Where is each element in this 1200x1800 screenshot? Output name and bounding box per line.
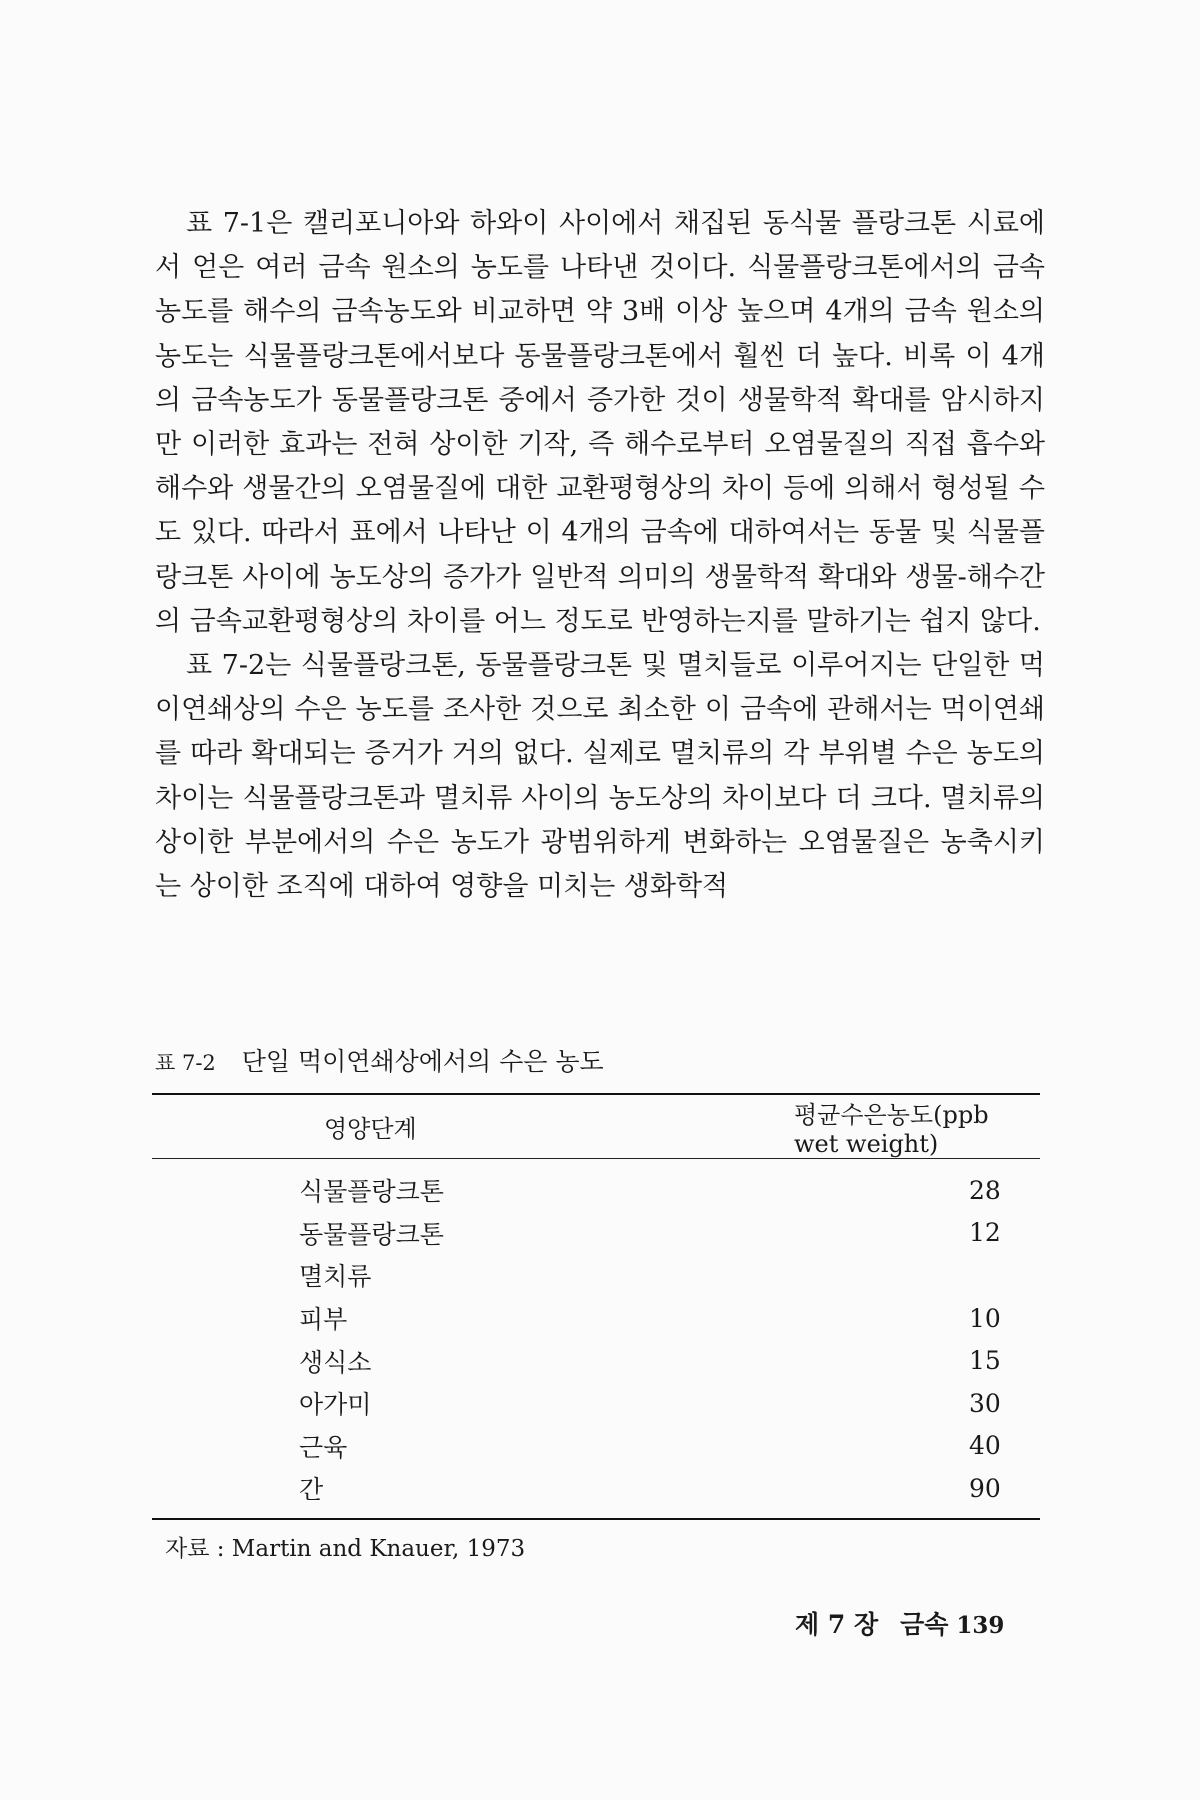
paragraph-2: 표 7-2는 식물플랑크톤, 동물플랑크톤 및 멸치들로 이루어지는 단일한 먹이연쇄상의 수은 농도를 조사한 것으로 최소한 이 금속에 관해서는 먹이연쇄를 따라 확대되는 증거가 거의 없다. 실제로 멸치류의 각 부위별 수은 농도의 차이는 식물플랑크톤과 멸치류 사이의 농도상의 차이보다 더 크다. 멸치류의 상이한 부분에서의 수은 농도가 광범위하게 변화하는 오염물질은 농축시키는 상이한 조직에 대하여 영향을 미치는 생화학적: [155, 650, 1045, 903]
row-value: 28: [969, 1175, 1001, 1205]
row-value: 90: [969, 1473, 1001, 1503]
chapter-number: 제 7 장: [795, 1610, 879, 1639]
header-trophic-level: 영양단계: [324, 1115, 417, 1143]
table-row: [152, 1212, 1040, 1255]
table-body: [152, 1169, 1040, 1510]
table-number: 표 7-2: [155, 1051, 216, 1075]
table-row: [152, 1339, 1040, 1382]
table-header: [152, 1095, 1040, 1158]
table-row: [152, 1467, 1040, 1510]
page-footer: [795, 1605, 1004, 1641]
table-title: 단일 먹이연쇄상에서의 수은 농도: [241, 1047, 604, 1076]
row-label: 간: [299, 1475, 324, 1505]
row-value: 10: [969, 1303, 1001, 1333]
chapter-title: 금속: [900, 1610, 949, 1639]
paragraph-1: 표 7-1은 캘리포니아와 하와이 사이에서 채집된 동식물 플랑크톤 시료에서 얻은 여러 금속 원소의 농도를 나타낸 것이다. 식물플랑크톤에서의 금속농도를 해수의 금속농도와 비교하면 약 3배 이상 높으며 4개의 금속 원소의 농도는 식물플랑크톤에서보다 동물플랑크톤에서 훨씬 더 높다. 비록 이 4개의 금속농도가 동물플랑크톤 중에서 증가한 것이 생물학적 확대를 암시하지만 이러한 효과는 전혀 상이한 기작, 즉 해수로부터 오염물질의 직접 흡수와 해수와 생물간의 오염물질에 대한 교환평형상의 차이 등에 의해서 형성될 수도 있다. 따라서 표에서 나타난 이 4개의 금속에 대하여서는 동물 및 식물플랑크톤 사이에 농도상의 증가가 일반적 의미의 생물학적 확대와 생물-해수간의 금속교환평형상의 차이를 어느 정도로 반영하는지를 말하기는 쉽지 않다.: [155, 208, 1045, 637]
header-mean-concentration: 평균수은농도(ppb wet weight): [794, 1101, 989, 1158]
table-source: 자료 : Martin and Knauer, 1973: [165, 1536, 526, 1562]
row-value: 30: [969, 1388, 1001, 1418]
row-value: 12: [969, 1218, 1001, 1248]
row-label: 생식소: [299, 1347, 372, 1377]
table-row: [152, 1169, 1040, 1212]
page-number: 139: [956, 1612, 1005, 1639]
table-bottom-rule: [152, 1518, 1040, 1520]
row-label: 아가미: [299, 1390, 372, 1420]
row-label: 동물플랑크톤: [299, 1219, 444, 1249]
table-caption: [155, 1046, 604, 1079]
row-label: 근육: [299, 1432, 348, 1462]
table-row: [152, 1382, 1040, 1425]
row-label: 식물플랑크톤: [299, 1177, 444, 1207]
table-row: [152, 1297, 1040, 1340]
row-value: [769, 1254, 1040, 1297]
table-row: [152, 1425, 1040, 1468]
body-text: [155, 202, 1045, 909]
row-label: 멸치류: [299, 1262, 372, 1292]
mercury-table: [152, 1093, 1040, 1520]
table-row: [152, 1254, 1040, 1297]
row-value: 15: [969, 1346, 1001, 1376]
row-value: 40: [969, 1431, 1001, 1461]
row-label: 피부: [299, 1305, 348, 1335]
